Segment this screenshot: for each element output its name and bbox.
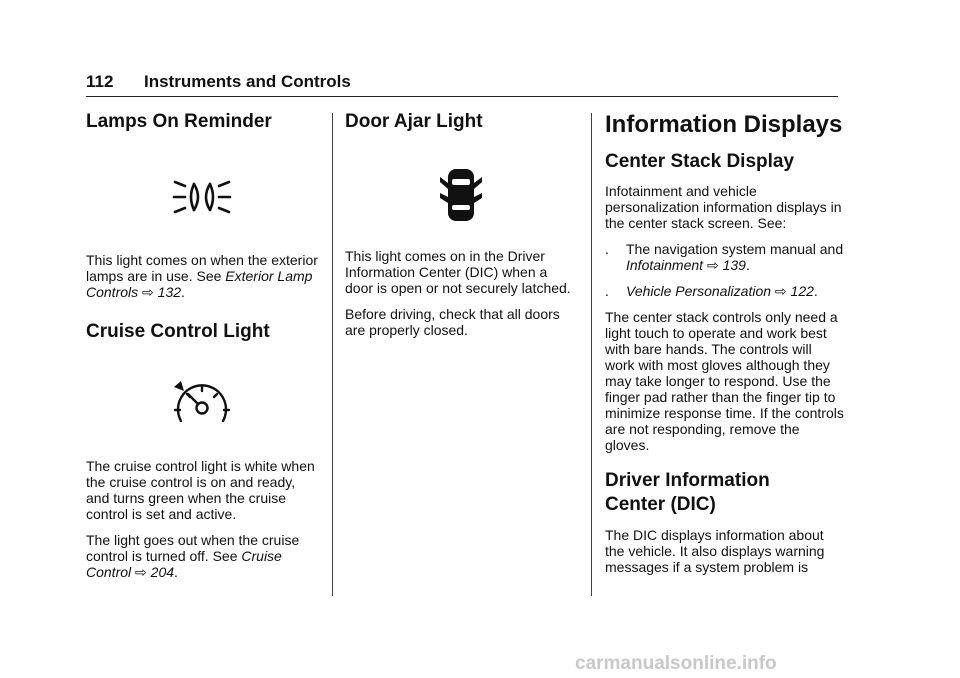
page-header xyxy=(86,72,838,97)
door-ajar-car-icon xyxy=(439,167,483,223)
infotainment-link[interactable]: Infotainment xyxy=(626,257,704,273)
page-ref-204[interactable]: 204 xyxy=(150,564,175,580)
lamps-on-text: This light comes on when the exterior lamps are in use. See Exterior Lamp Controls ⇨ 132. xyxy=(86,252,318,300)
dic-heading: Driver Information Center (DIC) xyxy=(605,470,770,515)
column-1 xyxy=(86,110,318,590)
ref-arrow-icon: ⇨ xyxy=(135,564,147,580)
door-ajar-light-heading: Door Ajar Light xyxy=(345,111,483,132)
bullet-mark: . xyxy=(605,241,609,257)
information-displays-heading: Information Displays xyxy=(605,111,843,138)
column-divider-2 xyxy=(591,113,592,596)
page-ref-132[interactable]: 132 xyxy=(157,284,182,300)
watermark: carmanualsonline.info xyxy=(575,653,777,674)
door-ajar-icon-box xyxy=(345,142,577,248)
cruise-text-1: The cruise control light is white when the cruise control is on and ready, and turns green when the cruise control is set and active. xyxy=(86,458,315,522)
page-number: 112 xyxy=(86,72,114,91)
door-ajar-text-1: This light comes on in the Driver Information Center (DIC) when a door is open or not securely latched. xyxy=(345,248,571,296)
cruise-icon-box xyxy=(86,352,318,458)
column-2 xyxy=(345,110,577,348)
column-divider-1 xyxy=(332,113,333,596)
cruise-control-icon xyxy=(170,381,234,429)
cruise-control-light-heading: Cruise Control Light xyxy=(86,321,270,342)
exterior-lamp-controls-link[interactable]: Exterior Lamp Controls xyxy=(86,268,313,300)
bullet-mark: . xyxy=(605,283,609,299)
lamps-on-icon-box xyxy=(86,142,318,252)
cruise-text-2: The light goes out when the cruise control is turned off. See Cruise Control ⇨ 204. xyxy=(86,532,300,580)
exterior-lamps-icon xyxy=(171,176,233,218)
ref-arrow-icon: ⇨ xyxy=(706,257,719,273)
column-3 xyxy=(605,110,845,585)
ref-arrow-icon: ⇨ xyxy=(142,284,154,300)
door-ajar-text-2: Before driving, check that all doors are properly closed. xyxy=(345,306,560,338)
section-title: Instruments and Controls xyxy=(144,72,351,91)
lamps-on-reminder-heading: Lamps On Reminder xyxy=(86,111,272,132)
center-stack-intro: Infotainment and vehicle personalization information displays in the center stack screen. See: xyxy=(605,183,842,231)
bullet-navigation: . The navigation system manual and Infotainment ⇨ 139. xyxy=(605,241,844,273)
center-stack-display-heading: Center Stack Display xyxy=(605,151,795,172)
vehicle-personalization-link[interactable]: Vehicle Personalization xyxy=(626,283,772,299)
page-ref-122[interactable]: 122 xyxy=(790,283,814,299)
center-stack-controls-text: The center stack controls only need a light touch to operate and work best with bare hands. The controls will work with most gloves although they may take longer to respond. Use the finger pad rather than the finger tip to minimize response time. If the controls are not responding, remove the gloves. xyxy=(605,309,844,453)
cruise-control-link[interactable]: Cruise Control xyxy=(86,548,282,580)
bullet-vehicle-personalization: . Vehicle Personalization ⇨ 122. xyxy=(605,283,818,299)
page-ref-139[interactable]: 139 xyxy=(722,257,746,273)
ref-arrow-icon: ⇨ xyxy=(774,283,787,299)
dic-text: The DIC displays information about the vehicle. It also displays warning messages if a system problem is xyxy=(605,527,825,575)
